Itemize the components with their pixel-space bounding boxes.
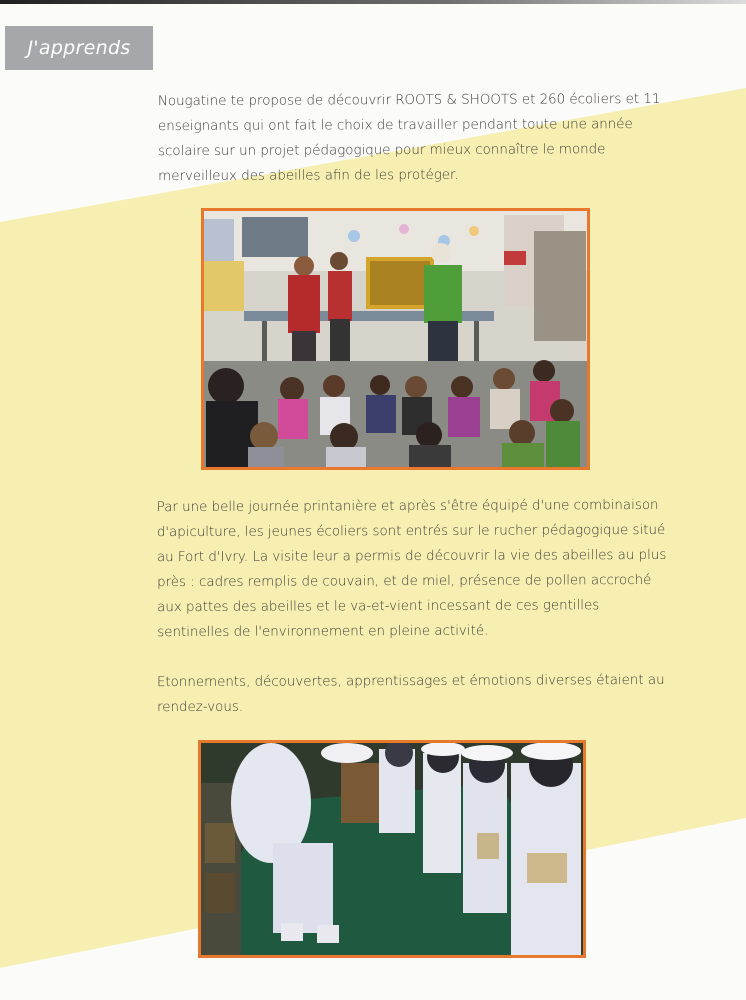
section-tab [5,26,153,70]
apiary-photo-image [201,743,583,955]
intro-paragraph: Nougatine te propose de découvrir ROOTS & SHOOTS et 260 écoliers et 11 enseignants qui ont fait le choix de travailler pendant toute une année scolaire sur un projet pédagogique pour mieux connaître le monde merveilleux des abeilles afin de les protéger. [157,91,661,185]
section-tab-label: J'apprends [27,37,131,59]
top-edge-strip [0,0,746,4]
closing-paragraph: Etonnements, découvertes, apprentissages et émotions diverses étaient au rendez-vous. [156,672,665,716]
classroom-photo [201,208,590,470]
classroom-photo-image [204,211,587,467]
visit-paragraph: Par une belle journée printanière et après s'être équipé d'une combinaison d'apiculture, les jeunes écoliers sont entrés sur le rucher pédagogique situé au Fort d'Ivry. La visite leur a permis de découvrir la vie des abeilles au plus près : cadres remplis de couvain, et de miel, présence de pollen accroché aux pattes des abeilles et le va-et-vient incessant de ces gentilles sentinelles de l'environnement en pleine activité. [156,497,667,641]
apiary-photo [198,740,586,958]
